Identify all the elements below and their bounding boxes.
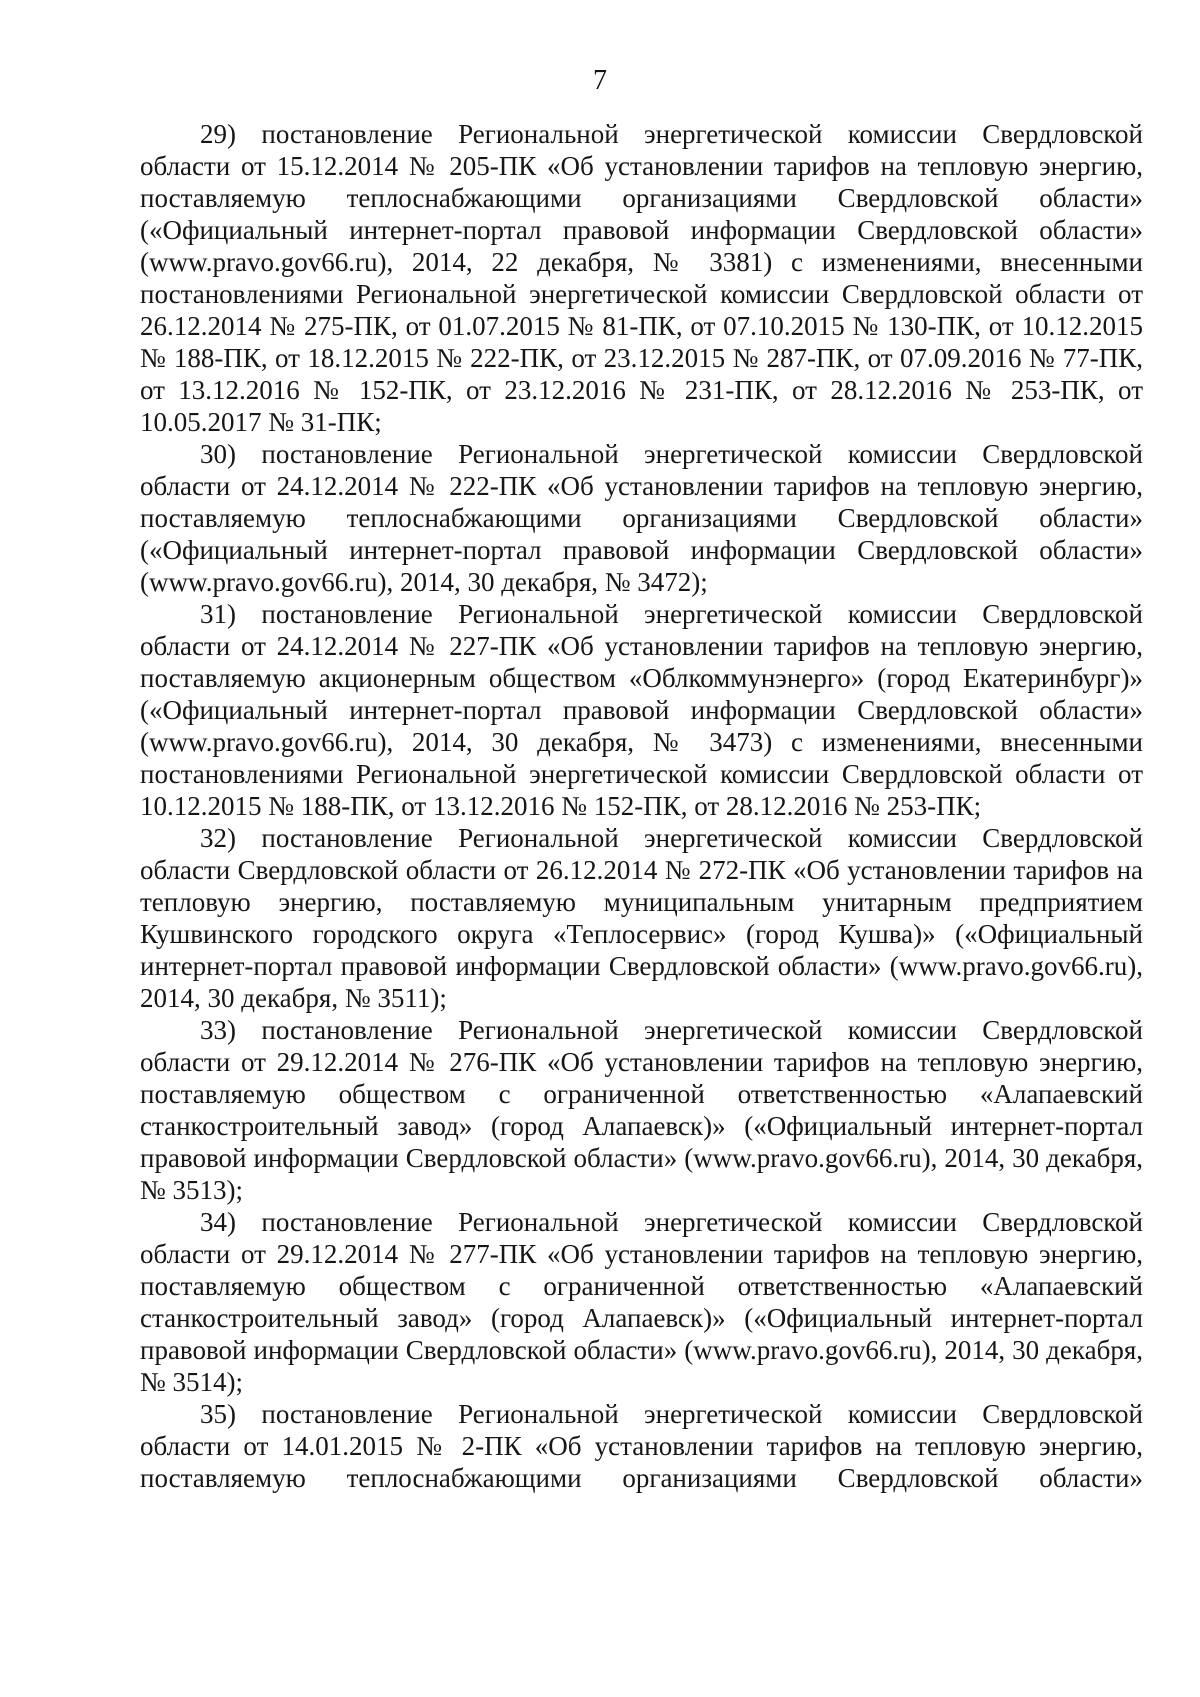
item-number: 32): [200, 823, 236, 853]
item-text: постановление Региональной энергетической комиссии Свердловской области от 15.12.2014 № 205-ПК «Об установлении тарифов на тепловую энергию, поставляемую теплоснабжающими организациями Свердловской области» («Официальный интернет-портал правовой информации Свердловской области» (www.pravo.gov66.ru), 2014, 22 декабря, № 3381) с изменениями, внесенными постановлениями Региональной энергетической комиссии Свердловской области от 26.12.2014 № 275-ПК, от 01.07.2015 № 81-ПК, от 07.10.2015 № 130-ПК, от 10.12.2015 № 188-ПК, от 18.12.2015 № 222-ПК, от 23.12.2015 № 287-ПК, от 07.09.2016 № 77-ПК, от 13.12.2016 № 152-ПК, от 23.12.2016 № 231-ПК, от 28.12.2016 № 253-ПК, от 10.05.2017 № 31-ПК;: [140, 119, 1144, 437]
item-text: постановление Региональной энергетической комиссии Свердловской области от 24.12.2014 № 227-ПК «Об установлении тарифов на тепловую энергию, поставляемую акционерным обществом «Облкоммунэнерго» (город Екатеринбург)» («Официальный интернет-портал правовой информации Свердловской области» (www.pravo.gov66.ru), 2014, 30 декабря, № 3473) с изменениями, внесенными постановлениями Региональной энергетической комиссии Свердловской области от 10.12.2015 № 188-ПК, от 13.12.2016 № 152-ПК, от 28.12.2016 № 253-ПК;: [140, 599, 1144, 821]
document-body: [140, 118, 1143, 1494]
list-item: [140, 1014, 1143, 1206]
item-number: 34): [200, 1207, 236, 1237]
item-text: постановление Региональной энергетической комиссии Свердловской области от 14.01.2015 № 2-ПК «Об установлении тарифов на тепловую энергию, поставляемую теплоснабжающими организациями Свердловской области»: [140, 1399, 1144, 1493]
item-text: постановление Региональной энергетической комиссии Свердловской области от 29.12.2014 № 276-ПК «Об установлении тарифов на тепловую энергию, поставляемую обществом с ограниченной ответственностью «Алапаевский станкостроительный завод» (город Алапаевск)» («Официальный интернет-портал правовой информации Свердловской области» (www.pravo.gov66.ru), 2014, 30 декабря, № 3513);: [140, 1015, 1144, 1205]
item-text: постановление Региональной энергетической комиссии Свердловской области Свердловской области от 26.12.2014 № 272-ПК «Об установлении тарифов на тепловую энергию, поставляемую муниципальным унитарным предприятием Кушвинского городского округа «Теплосервис» (город Кушва)» («Официальный интернет-портал правовой информации Свердловской области» (www.pravo.gov66.ru), 2014, 30 декабря, № 3511);: [140, 823, 1144, 1013]
page-number: 7: [593, 65, 607, 96]
item-number: 35): [200, 1399, 236, 1429]
list-item: [140, 598, 1143, 822]
item-number: 29): [200, 119, 236, 149]
item-number: 31): [200, 599, 236, 629]
list-item: [140, 822, 1143, 1014]
item-number: 30): [200, 439, 236, 469]
list-item: [140, 438, 1143, 598]
item-text: постановление Региональной энергетической комиссии Свердловской области от 29.12.2014 № 277-ПК «Об установлении тарифов на тепловую энергию, поставляемую обществом с ограниченной ответственностью «Алапаевский станкостроительный завод» (город Алапаевск)» («Официальный интернет-портал правовой информации Свердловской области» (www.pravo.gov66.ru), 2014, 30 декабря, № 3514);: [140, 1207, 1144, 1397]
item-text: постановление Региональной энергетической комиссии Свердловской области от 24.12.2014 № 222-ПК «Об установлении тарифов на тепловую энергию, поставляемую теплоснабжающими организациями Свердловской области» («Официальный интернет-портал правовой информации Свердловской области» (www.pravo.gov66.ru), 2014, 30 декабря, № 3472);: [140, 439, 1144, 597]
list-item: [140, 118, 1143, 438]
item-number: 33): [200, 1015, 236, 1045]
list-item: [140, 1206, 1143, 1398]
list-item: [140, 1398, 1143, 1494]
